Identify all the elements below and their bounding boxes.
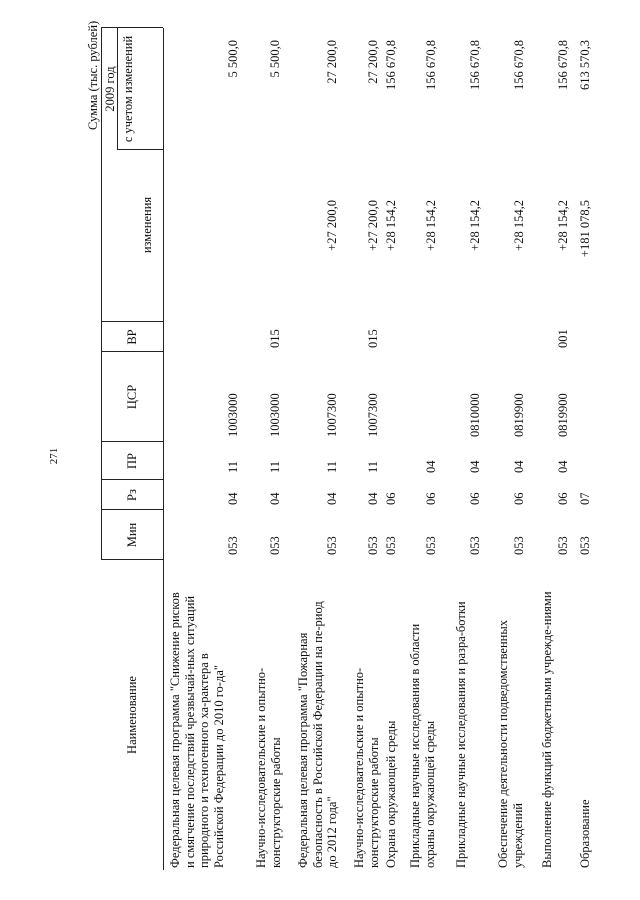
- header-min: Мин: [125, 522, 139, 548]
- page-number: 271: [48, 447, 60, 465]
- row-change: +27 200,0: [325, 200, 339, 251]
- unit-label: Сумма (тыс. рублей): [86, 20, 100, 130]
- row-name: Образование: [578, 799, 592, 868]
- row-name: Федеральная целевая программа "Пожарная безопасность в Российской Федерации на пе-риод до 2012 года": [296, 601, 339, 868]
- row-pr: 04: [556, 460, 570, 473]
- row-vr: 015: [366, 329, 380, 348]
- header-name: Наименование: [125, 676, 139, 754]
- row-csr: 0819900: [512, 393, 526, 437]
- row-total: 156 670,8: [512, 40, 526, 90]
- row-change: +28 154,2: [384, 200, 398, 251]
- row-min: 053: [366, 536, 380, 555]
- row-total: 27 200,0: [325, 40, 339, 84]
- row-pr: 11: [226, 460, 240, 473]
- row-total: 156 670,8: [424, 40, 438, 90]
- row-rz: 04: [366, 492, 380, 505]
- row-vr: 015: [268, 329, 282, 348]
- row-min: 053: [226, 536, 240, 555]
- row-rz: 04: [325, 492, 339, 505]
- row-pr: 11: [268, 460, 282, 473]
- row-name: Выполнение функций бюджетными учрежде-ниями: [540, 591, 554, 868]
- row-name: Прикладные научные исследования и разра-ботки: [454, 601, 468, 868]
- row-total: 613 570,3: [578, 40, 592, 90]
- row-min: 053: [424, 536, 438, 555]
- row-csr: 0819900: [556, 393, 570, 437]
- row-name: Прикладные научные исследования в области охраны окружающей среды: [408, 623, 437, 868]
- row-name: Научно-исследовательские и опытно-конструкторские работы: [254, 667, 283, 868]
- row-change: +28 154,2: [556, 200, 570, 251]
- row-change: +27 200,0: [366, 200, 380, 251]
- row-total: 156 670,8: [384, 40, 398, 90]
- row-rz: 04: [226, 492, 240, 505]
- row-total: 5 500,0: [226, 40, 240, 78]
- header-rz: Рз: [125, 489, 139, 501]
- table-top-line: [101, 28, 102, 560]
- row-change: +28 154,2: [468, 200, 482, 251]
- row-csr: 1003000: [226, 393, 240, 437]
- row-rz: 06: [556, 492, 570, 505]
- row-rz: 06: [384, 492, 398, 505]
- row-pr: 04: [512, 460, 526, 473]
- row-total: 27 200,0: [366, 40, 380, 84]
- header-changes: изменения: [140, 196, 154, 254]
- row-vr: 001: [556, 329, 570, 348]
- row-rz: 06: [424, 492, 438, 505]
- row-csr: 0810000: [468, 393, 482, 437]
- row-change: +28 154,2: [424, 200, 438, 251]
- row-name: Обеспечение деятельности подведомственных учреждений: [496, 620, 525, 868]
- row-total: 156 670,8: [556, 40, 570, 90]
- row-name: Федеральная целевая программа "Снижение рисков и смягчение последствий чрезвычай-ных ситуаций природного и техногенного ха-рактера в Российской Федерации до 2010 го-да": [168, 592, 226, 868]
- row-pr: 11: [366, 460, 380, 473]
- row-pr: 11: [325, 460, 339, 473]
- header-vr: ВР: [125, 329, 139, 345]
- row-csr: 1007300: [325, 393, 339, 437]
- row-name: Охрана окружающей среды: [384, 720, 398, 868]
- row-min: 053: [268, 536, 282, 555]
- header-csr: ЦСР: [125, 384, 139, 410]
- row-name: Научно-исследовательские и опытно-конструкторские работы: [352, 667, 381, 868]
- header-bottom-line: [163, 28, 164, 870]
- row-rz: 06: [468, 492, 482, 505]
- row-csr: 1007300: [366, 393, 380, 437]
- row-total: 156 670,8: [468, 40, 482, 90]
- header-with-changes: с учетом изменений: [121, 35, 135, 143]
- row-total: 5 500,0: [268, 40, 282, 78]
- row-min: 053: [384, 536, 398, 555]
- row-min: 053: [556, 536, 570, 555]
- row-min: 053: [325, 536, 339, 555]
- row-pr: 04: [468, 460, 482, 473]
- row-pr: 04: [424, 460, 438, 473]
- row-min: 053: [512, 536, 526, 555]
- header-pr: ПР: [125, 453, 139, 469]
- header-year: 2009 год: [103, 66, 117, 112]
- row-change: +28 154,2: [512, 200, 526, 251]
- header-subline: [117, 28, 118, 150]
- row-change: +181 078,5: [578, 200, 592, 258]
- row-rz: 07: [578, 492, 592, 505]
- row-csr: 1003000: [268, 393, 282, 437]
- row-min: 053: [578, 536, 592, 555]
- row-rz: 04: [268, 492, 282, 505]
- row-min: 053: [468, 536, 482, 555]
- row-rz: 06: [512, 492, 526, 505]
